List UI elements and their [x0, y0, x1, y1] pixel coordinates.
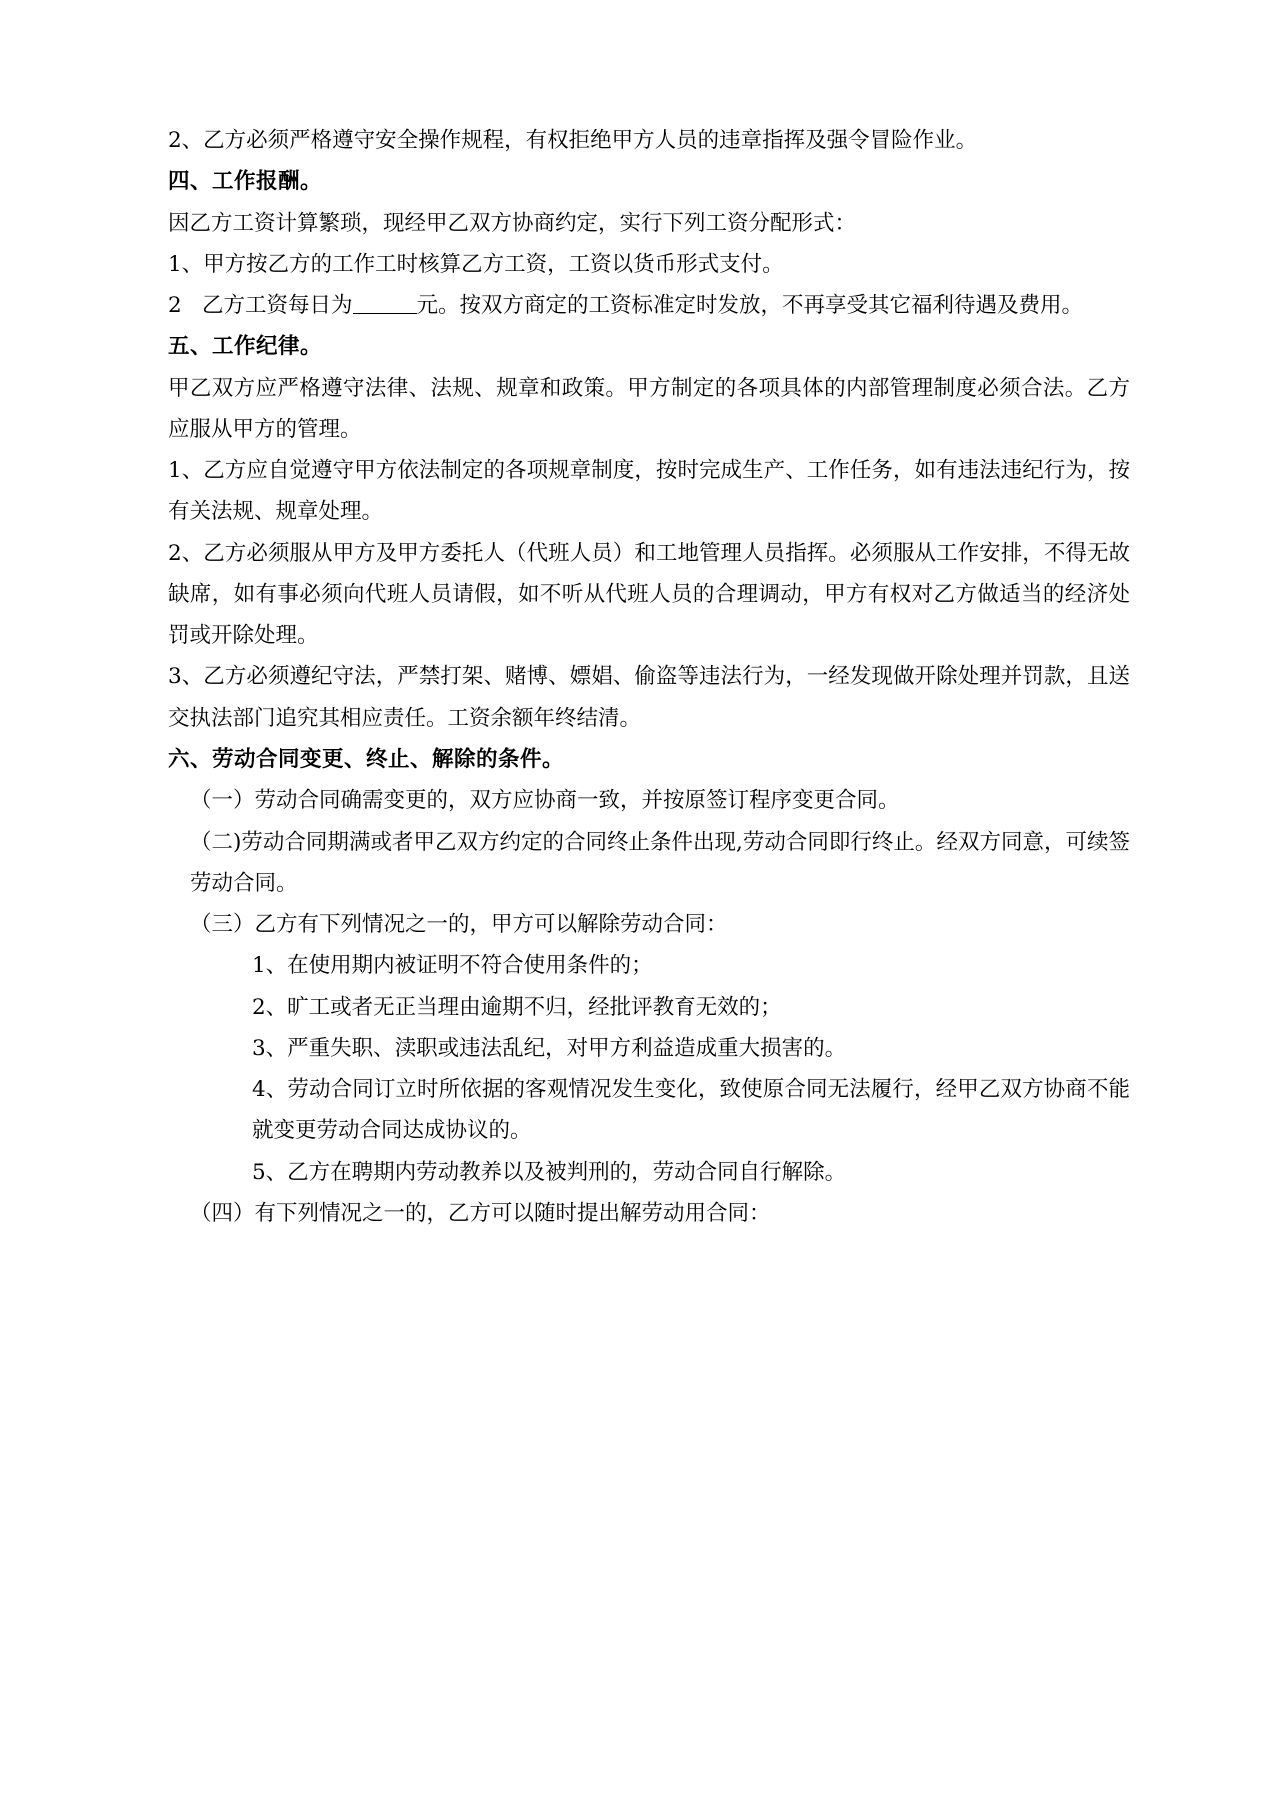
document-body: [168, 120, 1130, 1234]
paragraph-condition-3-item-5: 5、乙方在聘期内劳动教养以及被判刑的，劳动合同自行解除。: [252, 1159, 847, 1185]
paragraph-condition-2: （二)劳动合同期满或者甲乙双方约定的合同终止条件出现,劳动合同即行终止。经双方同意，可续签劳动合同。: [190, 829, 1130, 896]
paragraph-condition-3-item-4-text: 4、劳动合同订立时所依据的客观情况发生变化，致使原合同无法履行，经甲乙双方协商不能就变更劳动合同达成协议的。: [252, 1077, 1130, 1144]
wage-daily-label: 乙方工资每日为: [202, 293, 353, 319]
paragraph-condition-1: （一）劳动合同确需变更的，双方应协商一致，并按原签订程序变更合同。: [190, 788, 900, 814]
wage-daily-rest: 元。按双方商定的工资标准定时发放，不再享受其它福利待遇及费用。: [416, 293, 1084, 319]
wage-amount-blank[interactable]: [353, 292, 417, 315]
paragraph-condition-4: （四）有下列情况之一的，乙方可以随时提出解劳动用合同：: [190, 1200, 771, 1226]
paragraph-discipline-item-1: 1、乙方应自觉遵守甲方依法制定的各项规章制度，按时完成生产、工作任务，如有违法违纪行为，按有关法规、规章处理。: [168, 458, 1130, 525]
paragraph-wage-item-1: 1、甲方按乙方的工作工时核算乙方工资，工资以货币形式支付。: [168, 251, 784, 277]
heading-work-compensation: 四、工作报酬。: [168, 169, 323, 195]
paragraph-condition-3-item-3: 3、严重失职、渎职或违法乱纪，对甲方利益造成重大损害的。: [252, 1035, 847, 1061]
list-text: [202, 285, 1130, 326]
paragraph-wage-item-2: [168, 285, 1130, 326]
paragraph-condition-3-item-4: [168, 1069, 1130, 1152]
paragraph-condition-3: （三）乙方有下列情况之一的，甲方可以解除劳动合同：: [190, 912, 728, 938]
paragraph-discipline-item-2: 2、乙方必须服从甲方及甲方委托人（代班人员）和工地管理人员指挥。必须服从工作安排，不得无故缺席，如有事必须向代班人员请假，如不听从代班人员的合理调动，甲方有权对乙方做适当的经济处罚或开除处理。: [168, 540, 1130, 649]
paragraph-wage-forms-intro: 因乙方工资计算繁琐，现经甲乙双方协商约定，实行下列工资分配形式：: [168, 210, 857, 236]
paragraph-safety-rules: 2、乙方必须严格遵守安全操作规程，有权拒绝甲方人员的违章指挥及强令冒险作业。: [168, 128, 978, 153]
list-number: 2: [168, 293, 182, 319]
paragraph-condition-3-item-1: 1、在使用期内被证明不符合使用条件的；: [252, 953, 653, 979]
heading-work-discipline: 五、工作纪律。: [168, 334, 323, 360]
paragraph-condition-3-item-2: 2、旷工或者无正当理由逾期不归，经批评教育无效的；: [252, 994, 782, 1020]
paragraph-discipline-intro: 甲乙双方应严格遵守法律、法规、规章和政策。甲方制定的各项具体的内部管理制度必须合法。乙方应服从甲方的管理。: [168, 375, 1130, 442]
heading-contract-change-conditions: 六、劳动合同变更、终止、解除的条件。: [168, 746, 565, 772]
paragraph-discipline-item-3: 3、乙方必须遵纪守法，严禁打架、赌博、嫖娼、偷盗等违法行为，一经发现做开除处理并罚款，且送交执法部门追究其相应责任。工资余额年终结清。: [168, 664, 1130, 731]
